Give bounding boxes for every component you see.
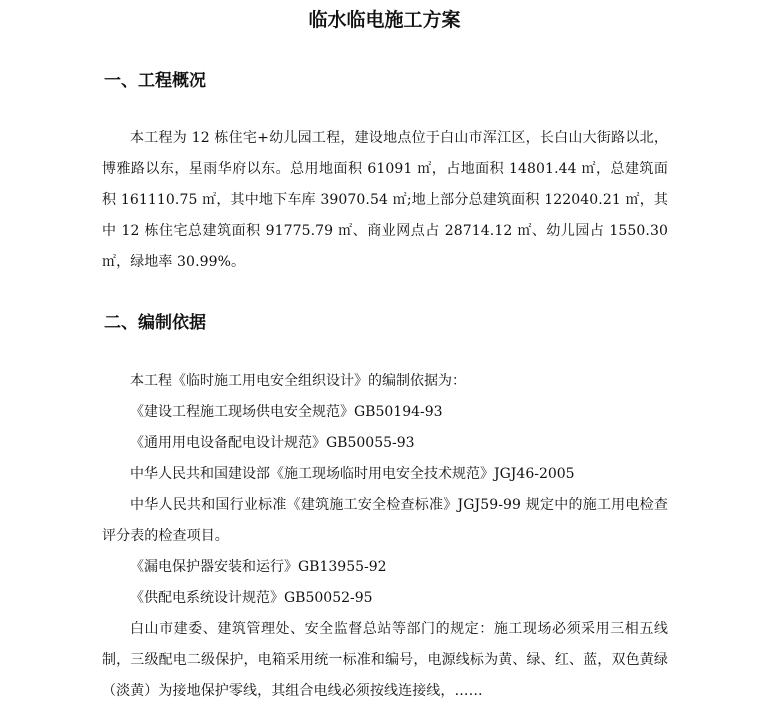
reference-item: 《通用用电设备配电设计规范》GB50055-93	[130, 435, 415, 451]
reference-item: 《漏电保护器安装和运行》GB13955-92	[130, 559, 387, 575]
basis-closing-paragraph: 白山市建委、建筑管理处、安全监督总站等部门的规定：施工现场必须采用三相五线制，三级配电二级保护，电箱采用统一标准和编号，电源线标为黄、绿、红、蓝，双色黄绿（淡黄）为接地保护零线，其组合电线必须按线连接线，……	[102, 621, 668, 699]
reference-item: 《建设工程施工现场供电安全规范》GB50194-93	[130, 404, 443, 420]
section-heading-basis: 二、编制依据	[104, 313, 206, 333]
reference-item: 中华人民共和国行业标准《建筑施工安全检查标准》JGJ59-99 规定中的施工用电检查评分表的检查项目。	[102, 497, 668, 544]
document-title: 临水临电施工方案	[308, 9, 461, 31]
basis-intro: 本工程《临时施工用电安全组织设计》的编制依据为：	[130, 373, 466, 389]
reference-item: 《供配电系统设计规范》GB50052-95	[130, 590, 373, 606]
overview-paragraph: 本工程为 12 栋住宅+幼儿园工程，建设地点位于白山市浑江区，长白山大街路以北，博雅路以东，星雨华府以东。总用地面积 61091 ㎡，占地面积 14801.44 ㎡，总建筑面积 161110.75 ㎡，其中地下车库 39070.54 ㎡;地上部分总建筑面积 122040.21 ㎡，其中 12 栋住宅总建筑面积 91775.79 ㎡、商业网点占 28714.12 ㎡、幼儿园占 1550.30 ㎡，绿地率 30.99%。	[102, 130, 668, 270]
reference-item: 中华人民共和国建设部《施工现场临时用电安全技术规范》JGJ46-2005	[130, 466, 575, 482]
section-heading-overview: 一、工程概况	[104, 71, 206, 91]
